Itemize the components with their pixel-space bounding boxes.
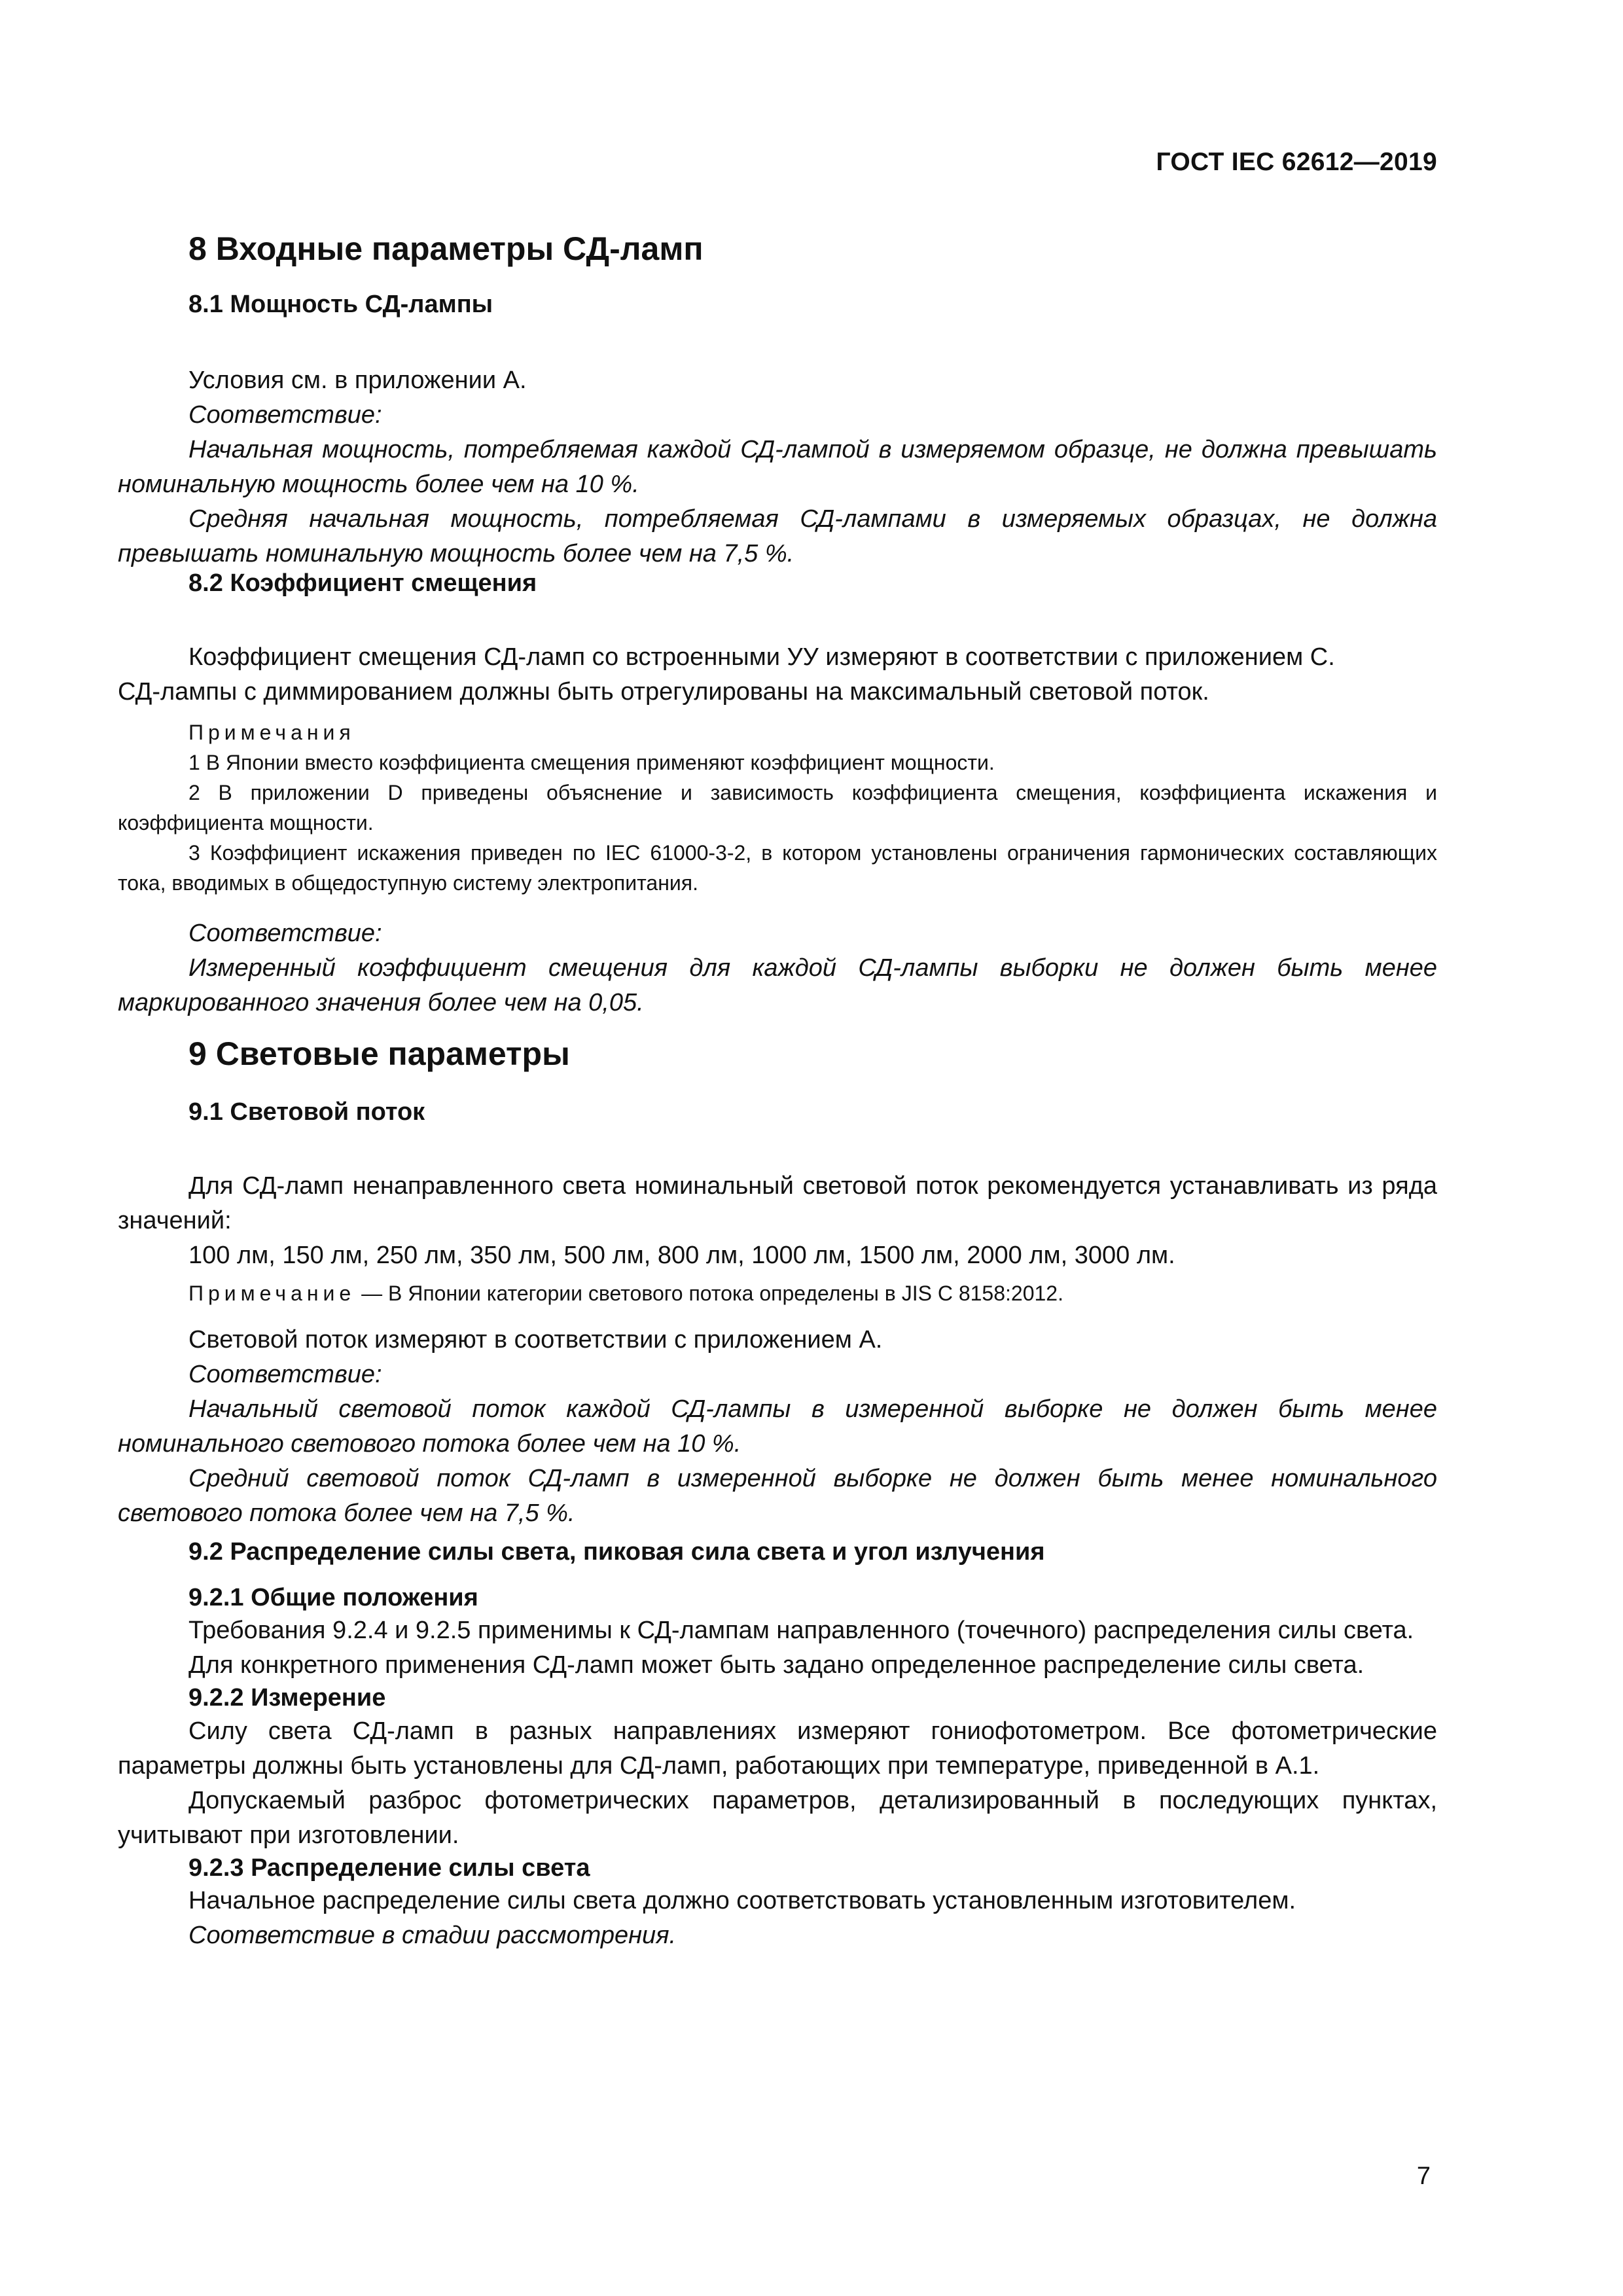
section-8-2-title: 8.2 Коэффициент смещения <box>188 569 537 597</box>
compliance-label: Соответствие: <box>188 401 382 429</box>
paragraph: Для СД-ламп ненаправленного света номинальный световой поток рекомендуется устанавливать из ряда значений: <box>118 1172 1437 1234</box>
paragraph: Условия см. в приложении А. <box>188 366 527 394</box>
paragraph: СД-лампы с диммированием должны быть отрегулированы на максимальный световой поток. <box>118 677 1209 706</box>
section-9 <box>118 1034 1437 1073</box>
page-number: 7 <box>1416 2162 1431 2190</box>
section-9-1-title: 9.1 Световой поток <box>188 1098 425 1126</box>
section-9-title: 9 Световые параметры <box>188 1035 570 1072</box>
section-9-2-3-title: 9.2.3 Распределение силы света <box>188 1854 590 1882</box>
section-8-1 <box>118 289 1437 571</box>
paragraph: Начальное распределение силы света должно соответствовать установленным изготовителем. <box>188 1887 1296 1914</box>
paragraph: Средняя начальная мощность, потребляемая СД-лампами в измеряемых образцах, не должна превышать номинальную мощность более чем на 7,5 %. <box>118 505 1437 567</box>
paragraph: Коэффициент смещения СД-ламп со встроенными УУ измеряют в соответствии с приложением С. <box>188 643 1335 671</box>
paragraph: Силу света СД-ламп в разных направлениях измеряют гониофотометром. Все фотометрические параметры должны быть установлены для СД-ламп, работающих при температуре, приведенной в А.1. <box>118 1717 1437 1780</box>
paragraph: Допускаемый разброс фотометрических параметров, детализированный в последующих пунктах, учитывают при изготовлении. <box>118 1786 1437 1849</box>
section-9-2-2-title: 9.2.2 Измерение <box>188 1684 386 1712</box>
section-9-2-title: 9.2 Распределение силы света, пиковая сила света и угол излучения <box>188 1538 1045 1566</box>
paragraph: Световой поток измеряют в соответствии с приложением А. <box>188 1325 883 1354</box>
lumen-values: 100 лм, 150 лм, 250 лм, 350 лм, 500 лм, 800 лм, 1000 лм, 1500 лм, 2000 лм, 3000 лм. <box>188 1241 1175 1269</box>
section-9-2 <box>118 1537 1437 1953</box>
paragraph: Начальная мощность, потребляемая каждой СД-лампой в измеряемом образце, не должна превышать номинальную мощность более чем на 10 %. <box>118 435 1437 498</box>
section-8 <box>118 229 1437 268</box>
compliance-label: Соответствие: <box>188 919 382 947</box>
note-label: Примечание <box>188 1281 356 1305</box>
compliance-label: Соответствие: <box>188 1360 382 1388</box>
section-9-2-1-title: 9.2.1 Общие положения <box>188 1583 478 1611</box>
document-header: ГОСТ IEC 62612—2019 <box>1156 148 1437 176</box>
paragraph: Для конкретного применения СД-ламп может быть задано определенное распределение силы света. <box>188 1651 1364 1679</box>
section-8-2 <box>118 568 1437 1020</box>
paragraph: Начальный световой поток каждой СД-лампы в измеренной выборке не должен быть менее номинального светового потока более чем на 10 %. <box>118 1395 1437 1458</box>
note: 3 Коэффициент искажения приведен по IEC 61000-3-2, в котором установлены ограничения гармонических составляющих тока, вводимых в общедоступную систему электропитания. <box>118 840 1437 895</box>
note-text: — В Японии категории светового потока определены в JIS C 8158:2012. <box>355 1281 1063 1305</box>
notes-label: Примечания <box>188 720 355 744</box>
paragraph: Измеренный коэффициент смещения для каждой СД-лампы выборки не должен быть менее маркированного значения более чем на 0,05. <box>118 954 1437 1016</box>
section-8-1-title: 8.1 Мощность СД-лампы <box>188 291 493 318</box>
paragraph: Средний световой поток СД-ламп в измеренной выборке не должен быть менее номинального светового потока более чем на 7,5 %. <box>118 1464 1437 1527</box>
note: 2 В приложении D приведены объяснение и зависимость коэффициента смещения, коэффициента искажения и коэффициента мощности. <box>118 780 1437 834</box>
paragraph: Требования 9.2.4 и 9.2.5 применимы к СД-лампам направленного (точечного) распределения силы света. <box>188 1617 1414 1644</box>
compliance-status: Соответствие в стадии рассмотрения. <box>188 1922 677 1949</box>
section-8-title: 8 Входные параметры СД-ламп <box>188 230 704 267</box>
section-9-1 <box>118 1097 1437 1531</box>
note: 1 В Японии вместо коэффициента смещения применяют коэффициент мощности. <box>188 750 995 774</box>
note <box>118 1278 1437 1308</box>
